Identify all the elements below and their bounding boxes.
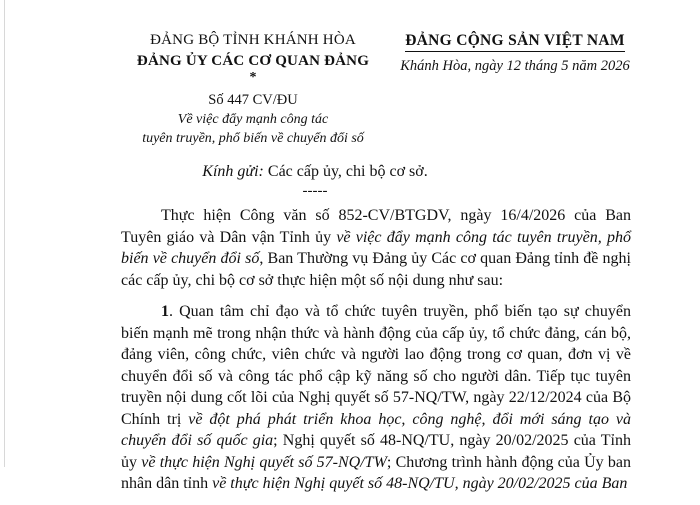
para2-italic-2: về thực hiện Nghị quyết số 57-NQ/TW bbox=[141, 453, 387, 471]
para1-text-1: Thực hiện Công văn số 852-CV/BTGDV, ngày 16/4/2026 của Ban Tuyên giáo và Dân vận Tỉnh ủy bbox=[121, 207, 631, 246]
star-mark: * bbox=[249, 70, 257, 85]
place-date: Khánh Hòa, ngày 12 tháng 5 năm 2026 bbox=[400, 58, 630, 74]
issuer-block bbox=[120, 30, 386, 148]
issuing-organization: ĐẢNG ỦY CÁC CƠ QUAN ĐẢNG bbox=[136, 53, 370, 69]
parent-organization: ĐẢNG BỘ TỈNH KHÁNH HÒA bbox=[150, 32, 356, 48]
subject-line-1: Về việc đẩy mạnh công tác bbox=[177, 112, 329, 127]
document-number: Số 447 CV/ĐU bbox=[208, 92, 298, 108]
recipient-line bbox=[0, 161, 630, 182]
separator: ----- bbox=[302, 183, 328, 199]
recipient-value: Các cấp ủy, chi bộ cơ sở. bbox=[263, 163, 428, 180]
para2-text-1: . Quan tâm chỉ đạo và tổ chức tuyên truyền, phổ biến tạo sự chuyển biến mạnh mẽ trong nhận thức và hành động của cấp ủy, tổ chức đảng, cán bộ, đảng viên, công chức, viên chức và người lao động trong cơ quan, đơn vị về chuyển đổi số và công tác phổ cập kỹ năng số cho người dân. Tiếp tục tuyên truyền nội dung cốt lõi của Nghị quyết số 57-NQ/TW, ngày 22/12/2024 của Bộ Chính trị bbox=[121, 303, 631, 428]
para1-text-2: , Ban Thường vụ Đảng ủy Các cơ quan Đảng tỉnh đề nghị các cấp ủy, chi bộ cơ sở thực hiện một số nội dung như sau: bbox=[121, 250, 631, 289]
para1-italic-1: về việc đẩy mạnh công tác tuyên truyền, phổ biến về chuyển đổi số bbox=[121, 228, 631, 267]
para2-italic-3: về thực hiện Nghị quyết số 48-NQ/TU, ngày 20/02/2025 của Ban bbox=[212, 475, 628, 492]
document-body bbox=[121, 205, 631, 505]
subject-line-2: tuyên truyền, phổ biến về chuyển đổi số bbox=[142, 131, 364, 146]
para2-text-3: ; Chương trình hành động của Ủy ban nhân dân tỉnh bbox=[121, 453, 632, 492]
party-block bbox=[398, 30, 632, 76]
page-edge-line bbox=[4, 0, 5, 467]
party-name: ĐẢNG CỘNG SẢN VIỆT NAM bbox=[405, 30, 625, 52]
item-number: 1 bbox=[161, 303, 169, 320]
recipient-label: Kính gửi: bbox=[202, 163, 264, 180]
paragraph-item-1 bbox=[121, 301, 631, 495]
para2-italic-1: về đột phá phát triển khoa học, công nghệ, đổi mới sáng tạo và chuyển đổi số quốc gia bbox=[121, 410, 631, 449]
paragraph-intro bbox=[121, 205, 631, 291]
para2-text-2: ; Nghị quyết số 48-NQ/TU, ngày 20/02/2025 của Tỉnh ủy bbox=[121, 432, 631, 471]
